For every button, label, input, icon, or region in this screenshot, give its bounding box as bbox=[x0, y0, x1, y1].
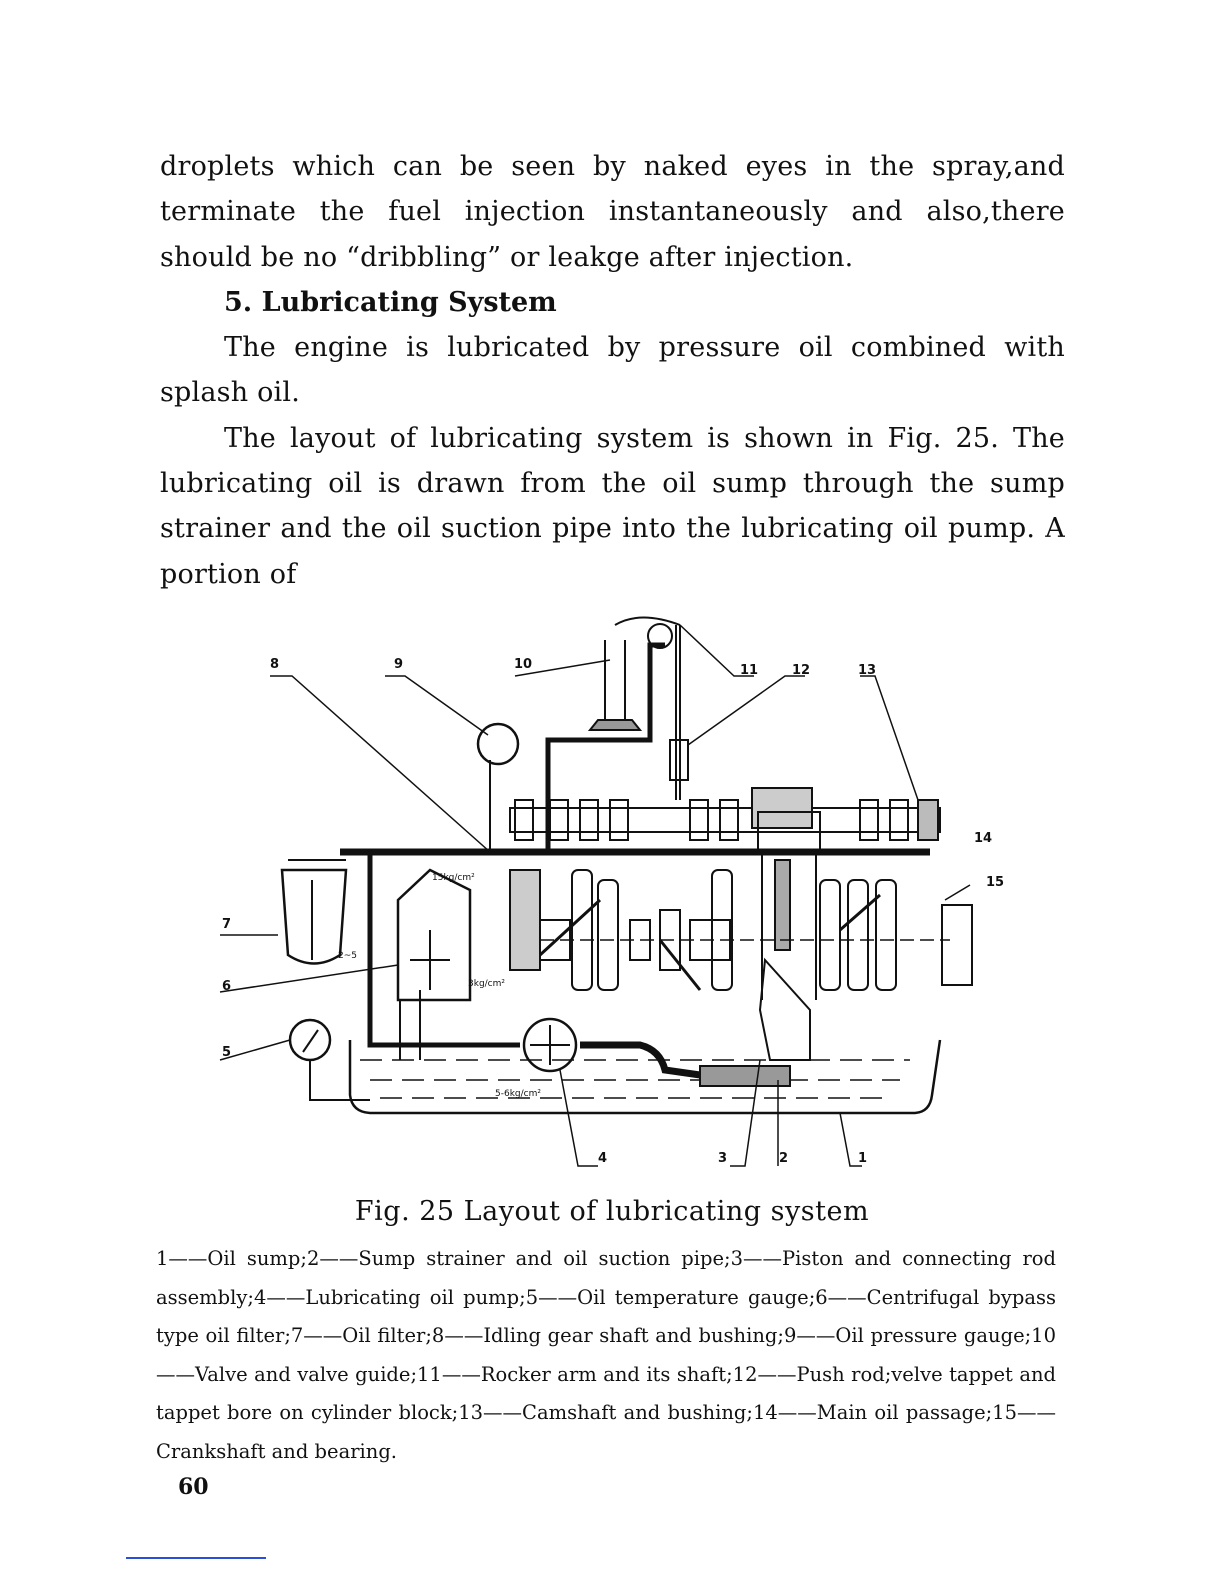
figure-caption: Fig. 25 Layout of lubricating system bbox=[354, 1196, 870, 1227]
piston-assembly bbox=[752, 788, 820, 1060]
oil-temperature-gauge bbox=[290, 1020, 370, 1100]
oil-line-valve bbox=[548, 645, 665, 852]
oil-sump bbox=[350, 1040, 940, 1113]
lubrication-diagram bbox=[200, 600, 1020, 1190]
paragraph-fuel-injection: droplets which can be seen by naked eyes in the spray,and terminate the fuel injection instantaneously and also,there should be no “dribbling” or leakge after injection. bbox=[160, 151, 1065, 273]
callout-7: 7 bbox=[222, 917, 232, 932]
callout-2: 2 bbox=[779, 1151, 789, 1166]
callout-4: 4 bbox=[598, 1151, 608, 1166]
pressure-label-filter: 3kg/cm² bbox=[468, 979, 506, 989]
figure-legend: 1——Oil sump;2——Sump strainer and oil suction pipe;3——Piston and connecting rod assembly;4——Lubricating oil pump;5——Oil temperature gauge;6——Centrifugal bypass type oil filter;7——Oil filter;8——Idling gear shaft and bushing;9——Oil pressure gauge;10——Valve and valve guide;11——Rocker arm and its shaft;12——Push rod;velve tappet and tappet bore on cylinder block;13——Camshaft and bushing;14——Main oil passage;15——Crankshaft and bearing. bbox=[156, 1247, 1056, 1463]
valve-rocker bbox=[590, 618, 688, 801]
callout-15: 15 bbox=[986, 875, 1005, 890]
section-heading: 5. Lubricating System bbox=[224, 286, 557, 318]
camshaft bbox=[510, 800, 940, 840]
body-text bbox=[160, 144, 1065, 597]
callout-9: 9 bbox=[394, 657, 404, 672]
callout-6: 6 bbox=[222, 979, 232, 994]
oil-filter bbox=[282, 860, 346, 964]
callout-13: 13 bbox=[858, 663, 877, 678]
callout-10: 10 bbox=[514, 657, 533, 672]
oil-pump bbox=[524, 1019, 576, 1071]
callout-3: 3 bbox=[718, 1151, 728, 1166]
footer-rule bbox=[126, 1557, 266, 1559]
paragraph-lubrication-intro: The engine is lubricated by pressure oil combined with splash oil. bbox=[160, 332, 1065, 409]
callout-12: 12 bbox=[792, 663, 811, 678]
callout-8: 8 bbox=[270, 657, 280, 672]
crankshaft bbox=[520, 870, 972, 990]
callout-1: 1 bbox=[858, 1151, 868, 1166]
callout-11: 11 bbox=[740, 663, 759, 678]
idling-gear bbox=[510, 870, 540, 970]
centrifugal-filter bbox=[398, 870, 470, 1060]
callout-5: 5 bbox=[222, 1045, 232, 1060]
leader-lines bbox=[220, 625, 970, 1166]
page-number: 60 bbox=[178, 1474, 209, 1500]
pressure-label-pump: 5-6kg/cm² bbox=[495, 1089, 541, 1099]
pressure-label-main: 15kg/cm² bbox=[432, 873, 475, 883]
pressure-label-temp: 2~5 bbox=[338, 951, 357, 961]
paragraph-layout: The layout of lubricating system is shown in Fig. 25. The lubricating oil is drawn from the oil sump through the sump strainer and the oil suction pipe into the lubricating oil pump. A portion of bbox=[160, 422, 1065, 590]
callout-14: 14 bbox=[974, 831, 993, 846]
